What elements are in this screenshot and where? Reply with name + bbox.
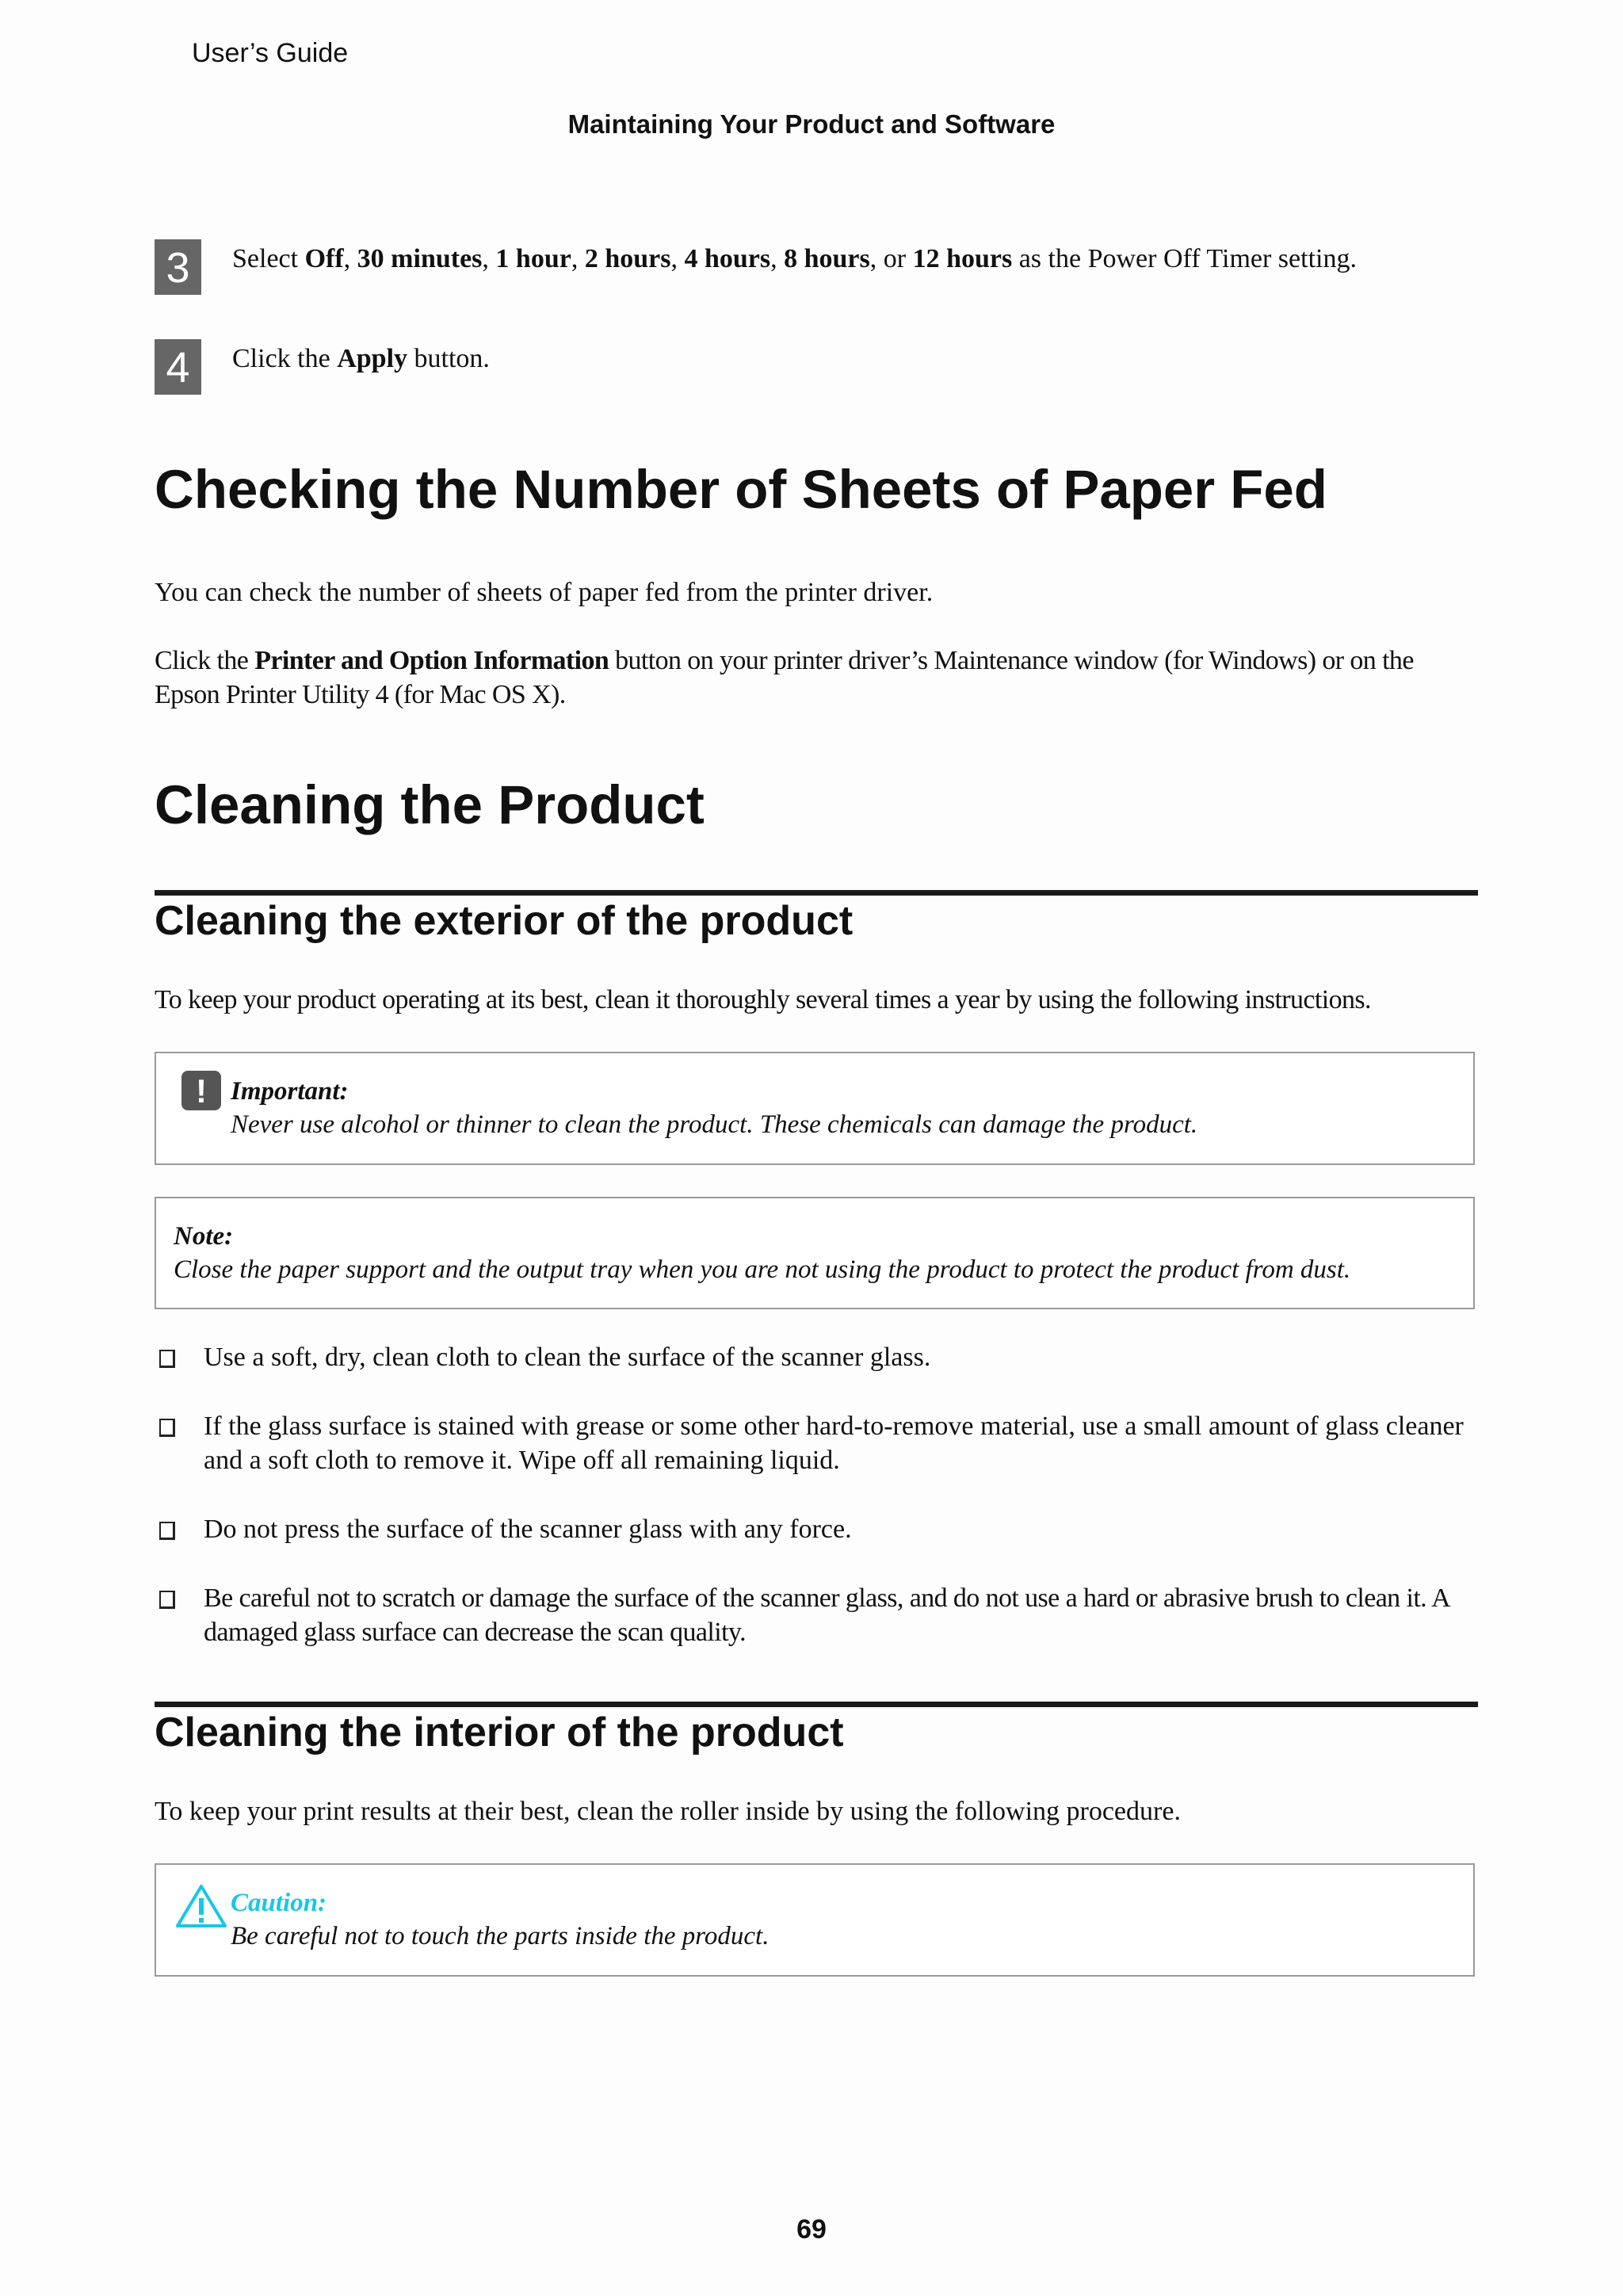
list-item-text: If the glass surface is stained with grease or some other hard-to-remove material, use a small amount of glass cleaner and a soft cloth to remove it. Wipe off all remaining liquid. xyxy=(204,1412,1464,1475)
note-text: Close the paper support and the output tray when you are not using the product to protect the product from dust. xyxy=(174,1255,1351,1284)
checking-heading: Checking the Number of Sheets of Paper Fed xyxy=(155,459,1327,520)
list-item-text: Do not press the surface of the scanner glass with any force. xyxy=(204,1515,852,1544)
list-item xyxy=(155,1512,1478,1548)
note-box xyxy=(155,1197,1475,1309)
interior-intro: To keep your print results at their best, clean the roller inside by using the following procedure. xyxy=(155,1797,1181,1826)
step-4 xyxy=(155,339,1478,403)
exterior-heading: Cleaning the exterior of the product xyxy=(155,898,854,944)
list-item xyxy=(155,1340,1478,1376)
caution-text: Be careful not to touch the parts inside the product. xyxy=(231,1922,769,1950)
checking-paragraph-1: You can check the number of sheets of paper fed from the printer driver. xyxy=(155,578,934,607)
checkbox-bullet-icon xyxy=(159,1591,175,1609)
caution-label: Caution: xyxy=(231,1889,327,1917)
caution-icon xyxy=(175,1884,227,1928)
step-3 xyxy=(155,239,1478,303)
checking-paragraph-2: Click the Printer and Option Information button on your printer driver’s Maintenance window (for Windows) or on the Epson Printer Utility 4 (for Mac OS X). xyxy=(155,646,1414,709)
guide-title: User’s Guide xyxy=(192,38,349,68)
list-item xyxy=(155,1581,1478,1651)
list-item xyxy=(155,1409,1478,1479)
important-icon: ! xyxy=(181,1071,221,1110)
step-number-badge: 3 xyxy=(155,239,201,295)
step-number-badge: 4 xyxy=(155,339,201,395)
checkbox-bullet-icon xyxy=(159,1522,175,1540)
page-number: 69 xyxy=(796,2214,827,2244)
exterior-intro: To keep your product operating at its best, clean it thoroughly several times a year by using the following instructions. xyxy=(155,985,1371,1014)
important-text: Never use alcohol or thinner to clean the product. These chemicals can damage the product. xyxy=(231,1110,1198,1139)
section-divider xyxy=(155,890,1478,896)
section-divider xyxy=(155,1702,1478,1707)
step-text: Select Off, 30 minutes, 1 hour, 2 hours, 4 hours, 8 hours, or 12 hours as the Power Off Timer setting. xyxy=(232,244,1357,273)
checkbox-bullet-icon xyxy=(159,1419,175,1437)
list-item-text: Be careful not to scratch or damage the surface of the scanner glass, and do not use a hard or abrasive brush to clean it. A damaged glass surface can decrease the scan quality. xyxy=(204,1584,1449,1647)
note-label: Note: xyxy=(174,1222,234,1251)
checkbox-bullet-icon xyxy=(159,1350,175,1368)
important-box xyxy=(155,1052,1475,1165)
printer-option-info-term: Printer and Option Information xyxy=(254,646,609,675)
step-text: Click the Apply button. xyxy=(232,344,490,373)
important-label: Important: xyxy=(231,1077,349,1106)
list-item-text: Use a soft, dry, clean cloth to clean the surface of the scanner glass. xyxy=(204,1343,931,1372)
interior-heading: Cleaning the interior of the product xyxy=(155,1710,844,1755)
section-header: Maintaining Your Product and Software xyxy=(567,109,1056,139)
caution-box xyxy=(155,1863,1475,1977)
cleaning-heading: Cleaning the Product xyxy=(155,774,705,835)
